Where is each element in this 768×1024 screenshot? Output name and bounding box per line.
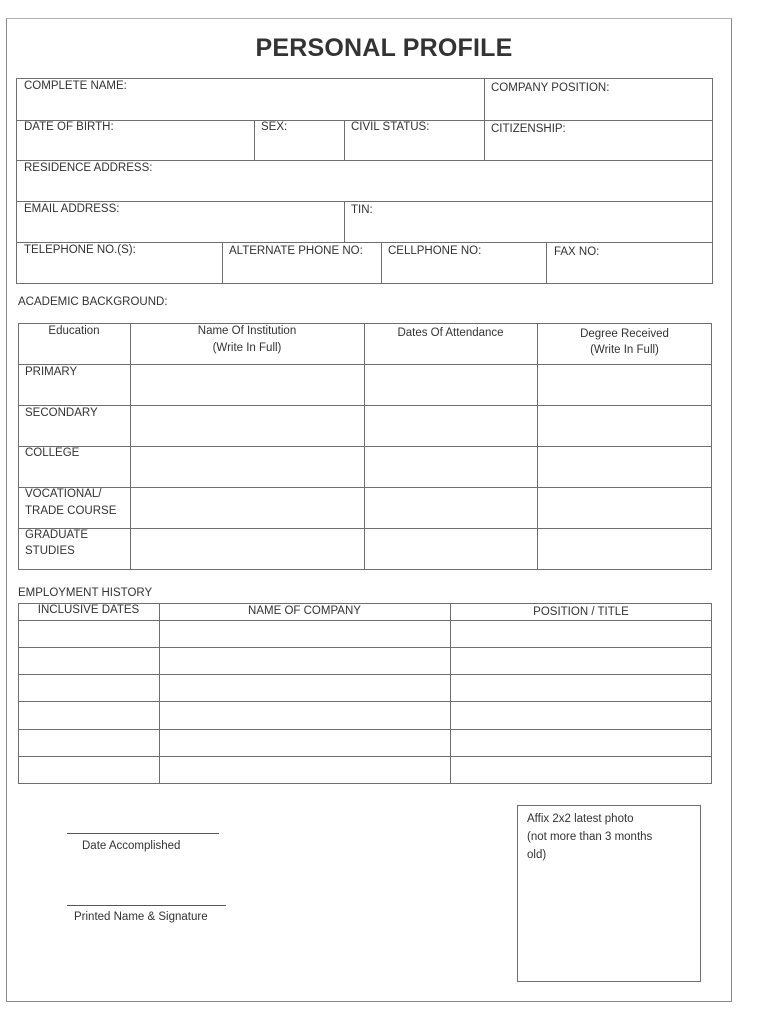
row-divider [18, 620, 712, 621]
row-divider [18, 446, 712, 447]
col-divider [484, 78, 485, 120]
col-divider [222, 242, 223, 284]
printed-name-label: Printed Name & Signature [74, 911, 208, 923]
row-divider [16, 160, 713, 161]
sex-field[interactable]: SEX: [261, 121, 288, 133]
photo-instruction-3: old) [527, 849, 547, 861]
employment-heading: EMPLOYMENT HISTORY [18, 587, 153, 599]
row-label-college: COLLEGE [25, 447, 80, 459]
header-degree-note: (Write In Full) [590, 344, 659, 356]
row-label-primary: PRIMARY [25, 366, 78, 378]
date-accomplished-label: Date Accomplished [82, 840, 181, 852]
company-position-field[interactable]: COMPANY POSITION: [491, 82, 610, 94]
email-address-field[interactable]: EMAIL ADDRESS: [24, 203, 120, 215]
header-position: POSITION / TITLE [533, 606, 629, 618]
row-divider [18, 487, 712, 488]
row-divider [18, 756, 712, 757]
row-divider [18, 405, 712, 406]
date-of-birth-field[interactable]: DATE OF BIRTH: [24, 121, 114, 133]
row-label-secondary: SECONDARY [25, 407, 98, 419]
row-divider [18, 674, 712, 675]
row-divider [18, 647, 712, 648]
cellphone-field[interactable]: CELLPHONE NO: [388, 245, 482, 257]
complete-name-field[interactable]: COMPLETE NAME: [24, 80, 127, 92]
photo-instruction-1: Affix 2x2 latest photo [527, 813, 634, 825]
row-divider [16, 242, 713, 243]
header-education: Education [48, 325, 100, 337]
col-divider [254, 120, 255, 160]
header-institution-note: (Write In Full) [212, 342, 282, 354]
tin-field[interactable]: TIN: [351, 204, 373, 216]
fax-field[interactable]: FAX NO: [554, 246, 600, 258]
col-divider [344, 120, 345, 160]
academic-heading: ACADEMIC BACKGROUND: [18, 296, 168, 308]
header-degree: Degree Received [580, 328, 669, 340]
header-dates: Dates Of Attendance [397, 327, 504, 339]
signature-line[interactable] [67, 905, 226, 906]
header-company: NAME OF COMPANY [248, 605, 361, 617]
row-label-graduate: GRADUATE [25, 529, 89, 541]
col-divider [546, 242, 547, 284]
row-divider [18, 701, 712, 702]
col-divider [484, 120, 485, 160]
row-divider [16, 201, 713, 202]
row-divider [18, 729, 712, 730]
date-accomplished-line[interactable] [67, 833, 219, 834]
col-divider [344, 201, 345, 242]
page-title: PERSONAL PROFILE [255, 34, 513, 62]
telephone-field[interactable]: TELEPHONE NO.(S): [24, 244, 136, 256]
header-inclusive-dates: INCLUSIVE DATES [37, 604, 140, 616]
row-label-vocational: VOCATIONAL/ [25, 488, 102, 500]
citizenship-field[interactable]: CITIZENSHIP: [491, 123, 566, 135]
photo-instruction-2: (not more than 3 months [527, 831, 653, 843]
residence-address-field[interactable]: RESIDENCE ADDRESS: [24, 162, 153, 174]
col-divider [381, 242, 382, 284]
civil-status-field[interactable]: CIVIL STATUS: [351, 121, 430, 133]
alternate-phone-field[interactable]: ALTERNATE PHONE NO: [229, 245, 363, 257]
row-label-graduate-2: STUDIES [25, 545, 75, 557]
row-divider [18, 364, 712, 365]
row-divider [18, 528, 712, 529]
header-institution: Name Of Institution [197, 325, 297, 337]
row-label-vocational-2: TRADE COURSE [25, 505, 117, 517]
